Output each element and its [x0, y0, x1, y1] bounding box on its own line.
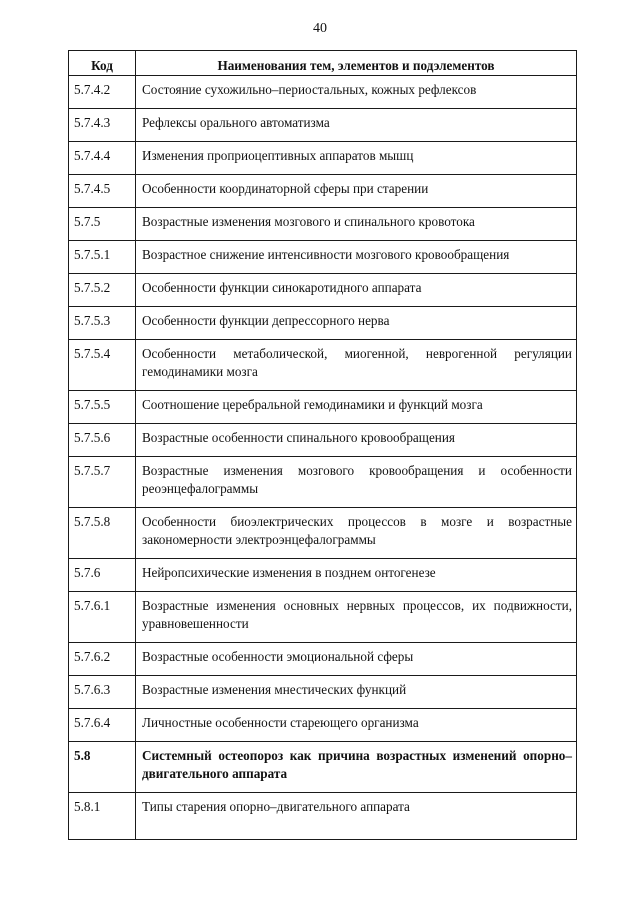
row-name: Нейропсихические изменения в позднем онтогенезе — [136, 559, 577, 592]
row-code: 5.8.1 — [69, 793, 136, 840]
row-code: 5.7.4.5 — [69, 175, 136, 208]
row-name: Особенности функции депрессорного нерва — [136, 307, 577, 340]
table-row — [69, 76, 577, 109]
row-name: Возрастные изменения мозгового кровообращения и особенности реоэнцефалограммы — [136, 457, 577, 508]
row-code: 5.7.4.2 — [69, 76, 136, 109]
row-code: 5.7.5.1 — [69, 241, 136, 274]
table-row-section — [69, 742, 577, 793]
row-name: Системный остеопороз как причина возрастных изменений опорно–двигательного аппарата — [136, 742, 577, 793]
table-row — [69, 109, 577, 142]
row-code: 5.8 — [69, 742, 136, 793]
row-code: 5.7.4.3 — [69, 109, 136, 142]
row-code: 5.7.5.8 — [69, 508, 136, 559]
table-row — [69, 424, 577, 457]
row-name: Особенности функции синокаротидного аппарата — [136, 274, 577, 307]
table-row — [69, 592, 577, 643]
row-name: Рефлексы орального автоматизма — [136, 109, 577, 142]
table-row — [69, 676, 577, 709]
table-row — [69, 508, 577, 559]
row-code: 5.7.5.4 — [69, 340, 136, 391]
header-name: Наименования тем, элементов и подэлементов — [136, 51, 577, 76]
row-name: Особенности координаторной сферы при старении — [136, 175, 577, 208]
row-code: 5.7.6.4 — [69, 709, 136, 742]
row-name: Состояние сухожильно–периостальных, кожных рефлексов — [136, 76, 577, 109]
row-code: 5.7.5.2 — [69, 274, 136, 307]
row-code: 5.7.5.5 — [69, 391, 136, 424]
table-row — [69, 175, 577, 208]
row-code: 5.7.6.2 — [69, 643, 136, 676]
row-code: 5.7.5.7 — [69, 457, 136, 508]
row-name: Возрастные особенности эмоциональной сферы — [136, 643, 577, 676]
topics-table — [68, 50, 577, 840]
table-row — [69, 559, 577, 592]
table-row — [69, 709, 577, 742]
row-code: 5.7.5.6 — [69, 424, 136, 457]
row-code: 5.7.4.4 — [69, 142, 136, 175]
row-name: Особенности метаболической, миогенной, неврогенной регуляции гемодинамики мозга — [136, 340, 577, 391]
row-name: Личностные особенности стареющего организма — [136, 709, 577, 742]
table-row — [69, 391, 577, 424]
row-code: 5.7.5.3 — [69, 307, 136, 340]
header-code: Код — [69, 51, 136, 76]
table-row — [69, 142, 577, 175]
table-row — [69, 643, 577, 676]
row-name: Возрастные изменения основных нервных процессов, их подвижности, уравновешенности — [136, 592, 577, 643]
row-name: Возрастные изменения мозгового и спинального кровотока — [136, 208, 577, 241]
table-row — [69, 307, 577, 340]
table-row — [69, 208, 577, 241]
row-name: Типы старения опорно–двигательного аппарата — [136, 793, 577, 840]
table-row — [69, 793, 577, 840]
table-row — [69, 457, 577, 508]
row-code: 5.7.6 — [69, 559, 136, 592]
row-name: Соотношение церебральной гемодинамики и функций мозга — [136, 391, 577, 424]
table-row — [69, 340, 577, 391]
table-row — [69, 274, 577, 307]
row-name: Возрастные изменения мнестических функций — [136, 676, 577, 709]
page-number: 40 — [313, 21, 327, 36]
table-row — [69, 241, 577, 274]
row-name: Возрастные особенности спинального кровообращения — [136, 424, 577, 457]
row-code: 5.7.6.1 — [69, 592, 136, 643]
row-code: 5.7.5 — [69, 208, 136, 241]
table-header-row — [69, 51, 577, 76]
row-name: Возрастное снижение интенсивности мозгового кровообращения — [136, 241, 577, 274]
row-name: Изменения проприоцептивных аппаратов мышц — [136, 142, 577, 175]
row-code: 5.7.6.3 — [69, 676, 136, 709]
row-name: Особенности биоэлектрических процессов в мозге и возрастные закономерности электроэнцефалограммы — [136, 508, 577, 559]
